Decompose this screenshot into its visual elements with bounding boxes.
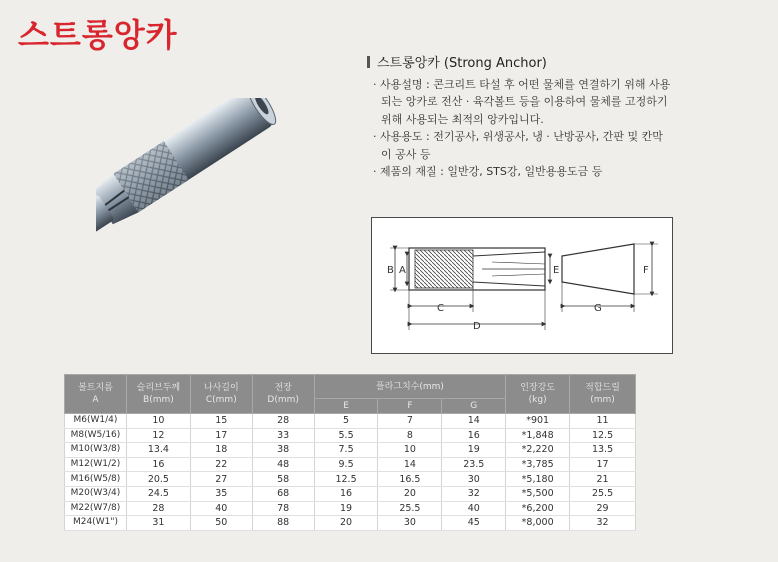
cell-e: 9.5 bbox=[314, 457, 378, 472]
cell-length: 88 bbox=[252, 516, 314, 531]
table-row bbox=[65, 443, 636, 458]
header-thread bbox=[190, 375, 252, 414]
cell-e: 5.5 bbox=[314, 428, 378, 443]
header-sleeve bbox=[126, 375, 190, 414]
cell-sleeve: 16 bbox=[126, 457, 190, 472]
cell-drill: 25.5 bbox=[570, 486, 636, 501]
cell-drill: 12.5 bbox=[570, 428, 636, 443]
cell-length: 28 bbox=[252, 414, 314, 429]
cell-bolt: M10(W3/8) bbox=[65, 443, 127, 458]
cell-thread: 35 bbox=[190, 486, 252, 501]
cell-length: 33 bbox=[252, 428, 314, 443]
cell-thread: 50 bbox=[190, 516, 252, 531]
cell-bolt: M8(W5/16) bbox=[65, 428, 127, 443]
header-bolt bbox=[65, 375, 127, 414]
cell-bolt: M22(W7/8) bbox=[65, 501, 127, 516]
cell-f: 7 bbox=[378, 414, 442, 429]
header-tensile bbox=[506, 375, 570, 414]
header-drill bbox=[570, 375, 636, 414]
cell-drill: 11 bbox=[570, 414, 636, 429]
cell-f: 20 bbox=[378, 486, 442, 501]
cell-thread: 40 bbox=[190, 501, 252, 516]
cell-drill: 29 bbox=[570, 501, 636, 516]
header-length-line2: D(mm) bbox=[267, 395, 299, 405]
cell-bolt: M24(W1") bbox=[65, 516, 127, 531]
cell-length: 38 bbox=[252, 443, 314, 458]
header-plug-e: E bbox=[314, 399, 378, 414]
cell-drill: 17 bbox=[570, 457, 636, 472]
cell-bolt: M20(W3/4) bbox=[65, 486, 127, 501]
dim-label-c: C bbox=[437, 303, 444, 314]
cell-tensile: *8,000 bbox=[506, 516, 570, 531]
cell-length: 58 bbox=[252, 472, 314, 487]
header-length bbox=[252, 375, 314, 414]
table-row bbox=[65, 486, 636, 501]
dim-label-a: A bbox=[399, 265, 406, 276]
cell-thread: 22 bbox=[190, 457, 252, 472]
table-row bbox=[65, 516, 636, 531]
section-title-bar bbox=[367, 56, 370, 68]
cell-f: 10 bbox=[378, 443, 442, 458]
table-row bbox=[65, 414, 636, 429]
cell-e: 7.5 bbox=[314, 443, 378, 458]
cell-length: 48 bbox=[252, 457, 314, 472]
header-drill-line2: (mm) bbox=[590, 395, 615, 405]
cell-length: 68 bbox=[252, 486, 314, 501]
cell-e: 20 bbox=[314, 516, 378, 531]
header-plug-g: G bbox=[442, 399, 506, 414]
cell-tensile: *6,200 bbox=[506, 501, 570, 516]
dim-label-b: B bbox=[387, 265, 394, 276]
header-plug-f: F bbox=[378, 399, 442, 414]
cell-thread: 17 bbox=[190, 428, 252, 443]
description-application: · 사용용도 : 전기공사, 위생공사, 냉 · 난방공사, 간판 및 칸막이 공사 등 bbox=[373, 130, 663, 161]
cell-f: 8 bbox=[378, 428, 442, 443]
cell-f: 25.5 bbox=[378, 501, 442, 516]
cell-g: 30 bbox=[442, 472, 506, 487]
spec-table bbox=[64, 374, 636, 531]
header-sleeve-line2: B(mm) bbox=[143, 395, 174, 405]
cell-thread: 27 bbox=[190, 472, 252, 487]
cell-sleeve: 13.4 bbox=[126, 443, 190, 458]
cell-f: 16.5 bbox=[378, 472, 442, 487]
cell-sleeve: 10 bbox=[126, 414, 190, 429]
cell-bolt: M12(W1/2) bbox=[65, 457, 127, 472]
cell-sleeve: 12 bbox=[126, 428, 190, 443]
cell-length: 78 bbox=[252, 501, 314, 516]
cell-tensile: *901 bbox=[506, 414, 570, 429]
cell-tensile: *5,500 bbox=[506, 486, 570, 501]
dim-label-g: G bbox=[594, 303, 602, 314]
cell-e: 16 bbox=[314, 486, 378, 501]
cell-g: 14 bbox=[442, 414, 506, 429]
table-row bbox=[65, 428, 636, 443]
cell-e: 5 bbox=[314, 414, 378, 429]
table-row bbox=[65, 501, 636, 516]
header-length-line1: 전장 bbox=[274, 383, 292, 393]
description-usage: · 사용설명 : 콘크리트 타설 후 어떤 물체를 연결하기 위해 사용되는 앙카로 전산 · 육각볼트 등을 이용하여 물체를 고정하기 위해 사용되는 최적의 앙카입니다. bbox=[373, 78, 671, 126]
cell-tensile: *3,785 bbox=[506, 457, 570, 472]
cell-g: 19 bbox=[442, 443, 506, 458]
cell-tensile: *1,848 bbox=[506, 428, 570, 443]
cell-e: 12.5 bbox=[314, 472, 378, 487]
cell-g: 32 bbox=[442, 486, 506, 501]
cell-thread: 18 bbox=[190, 443, 252, 458]
header-bolt-line1: 볼트지름 bbox=[78, 383, 113, 393]
dim-label-f: F bbox=[643, 265, 649, 276]
cell-tensile: *2,220 bbox=[506, 443, 570, 458]
cell-g: 16 bbox=[442, 428, 506, 443]
header-tensile-line1: 인장강도 bbox=[520, 383, 556, 393]
header-drill-line1: 적합드릴 bbox=[585, 383, 620, 393]
cell-f: 30 bbox=[378, 516, 442, 531]
table-row bbox=[65, 472, 636, 487]
cell-sleeve: 24.5 bbox=[126, 486, 190, 501]
cell-drill: 21 bbox=[570, 472, 636, 487]
cell-g: 40 bbox=[442, 501, 506, 516]
table-row bbox=[65, 457, 636, 472]
dimension-diagram bbox=[371, 217, 673, 354]
anchor-product-photo bbox=[96, 98, 308, 280]
cell-f: 14 bbox=[378, 457, 442, 472]
description-material: · 제품의 재질 : 일반강, STS강, 일반용용도금 등 bbox=[373, 165, 603, 179]
cell-g: 23.5 bbox=[442, 457, 506, 472]
cell-bolt: M6(W1/4) bbox=[65, 414, 127, 429]
dim-label-e: E bbox=[553, 265, 560, 276]
product-description bbox=[373, 76, 673, 180]
cell-sleeve: 28 bbox=[126, 501, 190, 516]
cell-g: 45 bbox=[442, 516, 506, 531]
header-plug: 플라그치수(mm) bbox=[314, 375, 506, 399]
cell-e: 19 bbox=[314, 501, 378, 516]
cell-drill: 13.5 bbox=[570, 443, 636, 458]
section-title bbox=[367, 52, 547, 71]
cell-tensile: *5,180 bbox=[506, 472, 570, 487]
cell-bolt: M16(W5/8) bbox=[65, 472, 127, 487]
page-title: 스트롱앙카 bbox=[18, 16, 178, 54]
dim-label-d: D bbox=[473, 321, 481, 332]
header-sleeve-line1: 슬리브두께 bbox=[136, 383, 181, 393]
cell-sleeve: 31 bbox=[126, 516, 190, 531]
cell-drill: 32 bbox=[570, 516, 636, 531]
header-thread-line1: 나사길이 bbox=[203, 383, 239, 393]
header-tensile-line2: (kg) bbox=[528, 395, 547, 405]
cell-thread: 15 bbox=[190, 414, 252, 429]
header-bolt-line2: A bbox=[92, 395, 99, 405]
section-title-text: 스트롱앙카 (Strong Anchor) bbox=[377, 56, 547, 71]
header-thread-line2: C(mm) bbox=[205, 395, 237, 405]
cell-sleeve: 20.5 bbox=[126, 472, 190, 487]
